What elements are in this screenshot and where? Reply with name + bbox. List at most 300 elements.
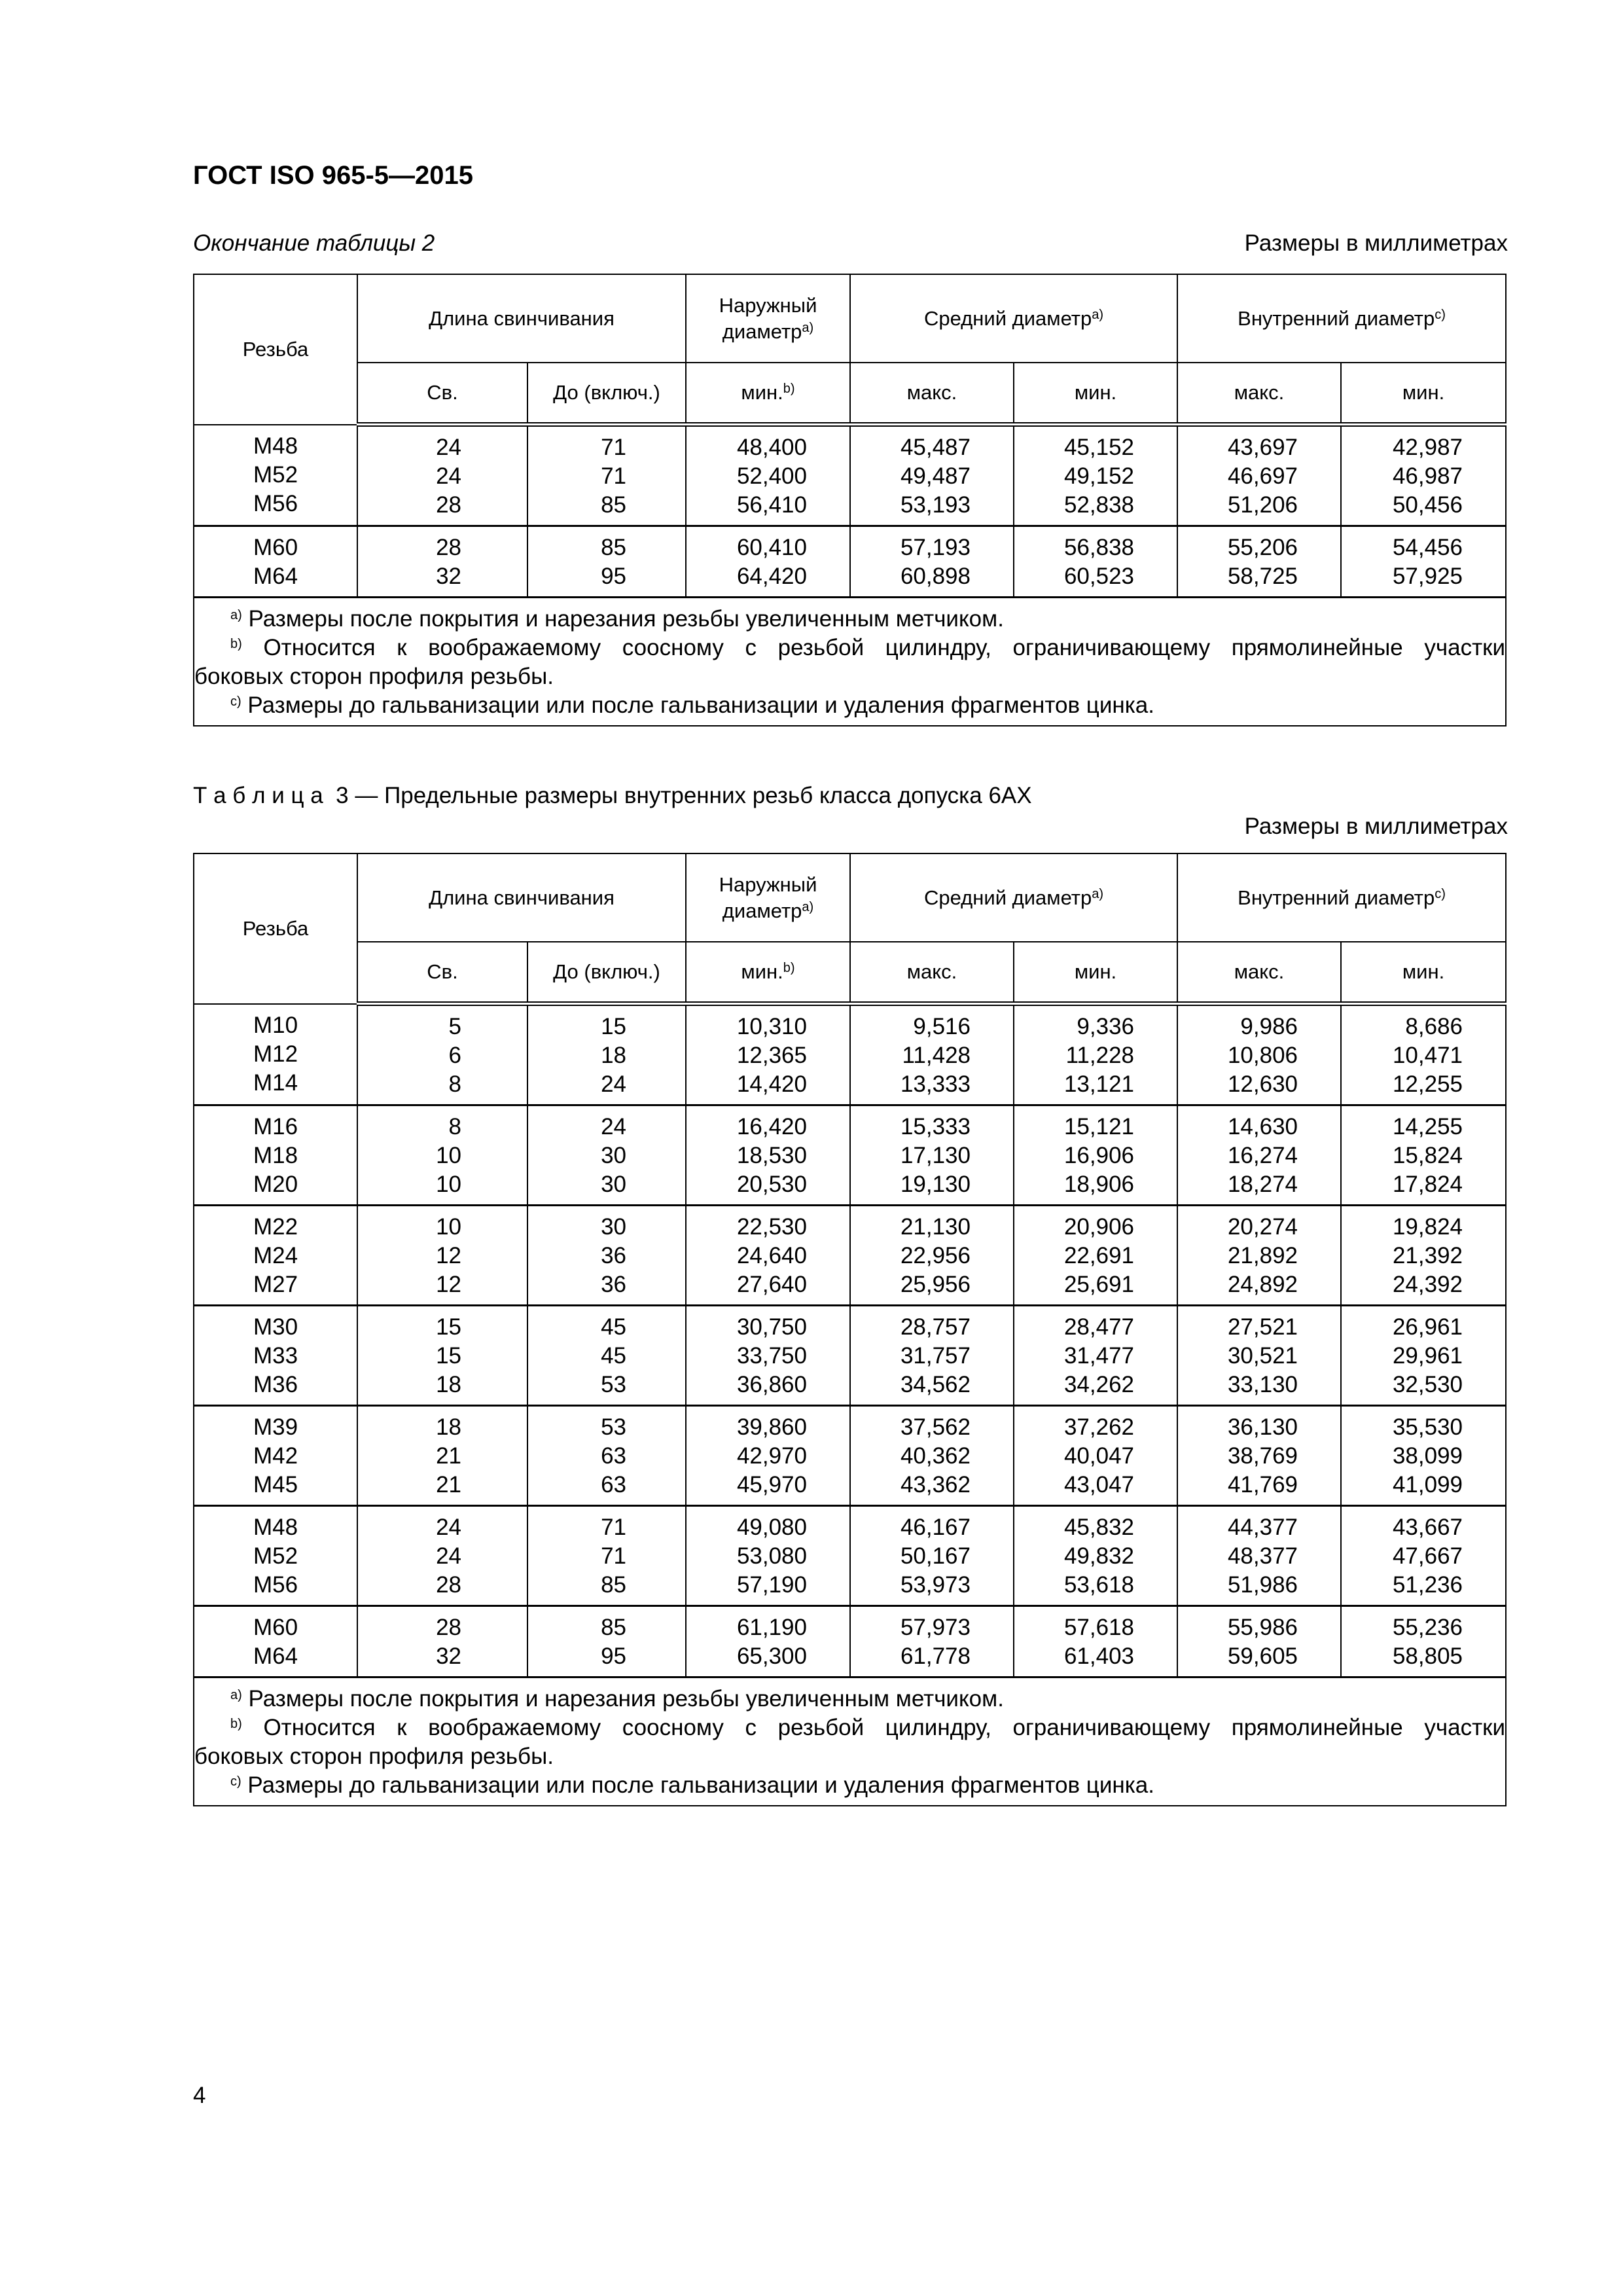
cell-value: 24	[601, 1114, 626, 1139]
cell-value: 61,190	[736, 1615, 807, 1640]
footnote-b: $^{b)}$ Относится к воображаемому соосному с резьбой цилиндру, ограничивающему прямолинейные участки	[230, 635, 1505, 660]
cell-value: 53,973	[900, 1572, 971, 1598]
cell-value: 57,973	[900, 1615, 971, 1640]
cell-pitch-min	[1014, 1306, 1177, 1406]
cell-value: 28	[436, 1615, 461, 1640]
cell-value: 30	[601, 1143, 626, 1168]
table3-body	[194, 1004, 1506, 1677]
cell-value: M27	[253, 1272, 298, 1297]
row-group	[194, 526, 1506, 598]
header-to-incl: До (включ.)	[527, 363, 686, 425]
cell-value: 13,121	[1063, 1071, 1135, 1097]
cell-value: 10	[436, 1214, 461, 1240]
cell-value: 36	[601, 1272, 626, 1297]
cell-value: 63	[601, 1472, 626, 1498]
cell-value: 27,640	[736, 1272, 807, 1297]
cell-value: 52,400	[736, 463, 807, 489]
cell-from	[357, 1506, 527, 1606]
header-minor-min: мин.	[1341, 363, 1506, 425]
cell-thread	[194, 1206, 357, 1306]
footnote-b: $^{b)}$ Относится к воображаемому соосному с резьбой цилиндру, ограничивающему прямолинейные участки	[230, 1715, 1505, 1740]
cell-minor-max	[1177, 425, 1341, 526]
cell-value: M36	[253, 1372, 298, 1397]
cell-major-min	[686, 526, 850, 598]
page-number: 4	[193, 2083, 206, 2108]
cell-thread	[194, 425, 357, 526]
cell-value: 57,190	[736, 1572, 807, 1598]
cell-value: 56,410	[736, 492, 807, 518]
cell-value: 65,300	[736, 1643, 807, 1669]
cell-pitch-min	[1014, 1206, 1177, 1306]
cell-value: 56,838	[1063, 535, 1135, 560]
cell-value: 60,523	[1063, 564, 1135, 589]
cell-from	[357, 526, 527, 598]
cell-value: 12	[436, 1243, 461, 1268]
cell-value: 34,562	[900, 1372, 971, 1397]
table2-caption: Окончание таблицы 2	[193, 230, 435, 256]
cell-to	[527, 425, 686, 526]
cell-minor-max	[1177, 1506, 1341, 1606]
cell-to	[527, 1506, 686, 1606]
cell-value: 46,987	[1392, 463, 1463, 489]
footnote-a: $^{a)}$ Размеры после покрытия и нарезания резьбы увеличенным метчиком.	[230, 1686, 1004, 1712]
cell-value: 20,906	[1063, 1214, 1135, 1240]
cell-pitch-max	[850, 1606, 1014, 1677]
cell-to	[527, 1406, 686, 1506]
cell-value: M30	[253, 1314, 298, 1340]
cell-value: 71	[601, 435, 626, 460]
cell-to	[527, 1606, 686, 1677]
cell-pitch-min	[1014, 1606, 1177, 1677]
cell-value: 42,987	[1392, 435, 1463, 460]
cell-value: 36,130	[1227, 1414, 1298, 1440]
cell-value: 15	[436, 1343, 461, 1369]
cell-value: 57,618	[1063, 1615, 1135, 1640]
cell-value: 39,860	[736, 1414, 807, 1440]
cell-pitch-max	[850, 1406, 1014, 1506]
cell-pitch-max	[850, 425, 1014, 526]
cell-value: 48,377	[1227, 1543, 1298, 1569]
cell-value: 55,986	[1227, 1615, 1298, 1640]
footnote-b-cont: боковых сторон профиля резьбы.	[194, 664, 554, 689]
cell-value: 30	[601, 1172, 626, 1197]
cell-value: M64	[253, 1643, 298, 1669]
cell-minor-max	[1177, 1105, 1341, 1206]
cell-value: 53	[601, 1414, 626, 1440]
header-engagement-length: Длина свинчивания	[357, 853, 686, 942]
cell-value: 28	[436, 1572, 461, 1598]
cell-value: 12,255	[1392, 1071, 1463, 1097]
cell-value: 24	[436, 463, 461, 489]
cell-value: M56	[253, 490, 298, 516]
cell-major-min	[686, 1105, 850, 1206]
cell-value: 59,605	[1227, 1643, 1298, 1669]
cell-value: 29,961	[1392, 1343, 1463, 1369]
header-minor-diameter: Внутренний диаметр$^{c)}$	[1177, 274, 1506, 363]
cell-minor-min	[1341, 1606, 1506, 1677]
cell-minor-min	[1341, 526, 1506, 598]
cell-value: M52	[253, 1543, 298, 1569]
cell-pitch-max	[850, 1206, 1014, 1306]
cell-minor-max	[1177, 1004, 1341, 1105]
cell-value: 18,274	[1227, 1172, 1298, 1197]
header-minor-diameter: Внутренний диаметр$^{c)}$	[1177, 853, 1506, 942]
row-group	[194, 1004, 1506, 1105]
cell-value: 51,236	[1392, 1572, 1463, 1598]
cell-value: 24,640	[736, 1243, 807, 1268]
cell-pitch-min	[1014, 1506, 1177, 1606]
cell-value: 8	[448, 1114, 461, 1139]
cell-value: 95	[601, 1643, 626, 1669]
cell-value: 21,892	[1227, 1243, 1298, 1268]
cell-value: M48	[253, 1515, 298, 1540]
cell-value: 10	[436, 1172, 461, 1197]
cell-minor-min	[1341, 1105, 1506, 1206]
cell-value: 36,860	[736, 1372, 807, 1397]
cell-value: 35,530	[1392, 1414, 1463, 1440]
cell-value: 49,152	[1063, 463, 1135, 489]
header-pitch-max: макс.	[850, 942, 1014, 1004]
cell-value: 27,521	[1227, 1314, 1298, 1340]
cell-value: 28,477	[1063, 1314, 1135, 1340]
cell-value: 63	[601, 1443, 626, 1469]
cell-value: 15,333	[900, 1114, 971, 1139]
table2-units: Размеры в миллиметрах	[1244, 230, 1508, 256]
cell-value: 8	[448, 1071, 461, 1097]
cell-value: 58,805	[1392, 1643, 1463, 1669]
cell-value: 12,630	[1227, 1071, 1298, 1097]
table3-units: Размеры в миллиметрах	[1244, 814, 1508, 839]
table3	[193, 853, 1507, 1806]
cell-value: 50,456	[1392, 492, 1463, 518]
cell-value: 26,961	[1392, 1314, 1463, 1340]
cell-value: 58,725	[1227, 564, 1298, 589]
table3-caption: Т а б л и ц а 3 — Предельные размеры внутренних резьб класса допуска 6АХ	[193, 783, 1032, 808]
cell-value: 36	[601, 1243, 626, 1268]
cell-from	[357, 1004, 527, 1105]
header-pitch-min: мин.	[1014, 942, 1177, 1004]
header-major-min: мин.$^{b)}$	[686, 942, 850, 1004]
cell-value: 45,152	[1063, 435, 1135, 460]
cell-pitch-max	[850, 526, 1014, 598]
cell-value: 38,769	[1227, 1443, 1298, 1469]
header-pitch-min: мин.	[1014, 363, 1177, 425]
cell-value: M39	[253, 1414, 298, 1440]
cell-pitch-min	[1014, 1004, 1177, 1105]
header-pitch-max: макс.	[850, 363, 1014, 425]
header-major-diameter: Наружный диаметр$^{a)}$	[686, 853, 850, 942]
row-group	[194, 1506, 1506, 1606]
cell-value: 18	[436, 1414, 461, 1440]
cell-value: 10	[436, 1143, 461, 1168]
cell-value: M14	[253, 1069, 298, 1096]
cell-value: 38,099	[1392, 1443, 1463, 1469]
cell-value: 33,130	[1227, 1372, 1298, 1397]
cell-from	[357, 425, 527, 526]
cell-thread	[194, 1004, 357, 1105]
cell-value: M42	[253, 1443, 298, 1469]
cell-thread	[194, 1506, 357, 1606]
cell-value: 20,530	[736, 1172, 807, 1197]
cell-value: 43,667	[1392, 1515, 1463, 1540]
cell-major-min	[686, 1206, 850, 1306]
cell-value: 60,898	[900, 564, 971, 589]
row-group	[194, 1606, 1506, 1677]
cell-value: 53,080	[736, 1543, 807, 1569]
cell-major-min	[686, 1406, 850, 1506]
cell-value: 20,274	[1227, 1214, 1298, 1240]
cell-value: 55,206	[1227, 535, 1298, 560]
row-group	[194, 425, 1506, 526]
cell-value: M12	[253, 1041, 298, 1067]
cell-value: 85	[601, 1615, 626, 1640]
cell-value: 10,310	[736, 1014, 807, 1039]
cell-value: 43,697	[1227, 435, 1298, 460]
cell-value: 45,832	[1063, 1515, 1135, 1540]
cell-thread	[194, 1406, 357, 1506]
cell-pitch-max	[850, 1004, 1014, 1105]
cell-value: 12	[436, 1272, 461, 1297]
header-minor-min: мин.	[1341, 942, 1506, 1004]
header-minor-max: макс.	[1177, 363, 1341, 425]
cell-value: 37,562	[900, 1414, 971, 1440]
cell-value: M20	[253, 1172, 298, 1197]
cell-major-min	[686, 1306, 850, 1406]
cell-value: 21	[436, 1443, 461, 1469]
cell-value: 31,757	[900, 1343, 971, 1369]
cell-value: M52	[253, 461, 298, 488]
cell-value: M16	[253, 1114, 298, 1139]
cell-value: 49,832	[1063, 1543, 1135, 1569]
cell-value: 61,778	[900, 1643, 971, 1669]
cell-value: 17,130	[900, 1143, 971, 1168]
cell-minor-max	[1177, 1606, 1341, 1677]
cell-value: 41,769	[1227, 1472, 1298, 1498]
row-group	[194, 1406, 1506, 1506]
cell-major-min	[686, 425, 850, 526]
cell-value: 16,906	[1063, 1143, 1135, 1168]
cell-value: 12,365	[736, 1043, 807, 1068]
cell-value: 14,630	[1227, 1114, 1298, 1139]
cell-value: M24	[253, 1243, 298, 1268]
cell-minor-min	[1341, 1004, 1506, 1105]
cell-value: 15	[436, 1314, 461, 1340]
cell-value: 8,686	[1405, 1014, 1463, 1039]
cell-value: 45,970	[736, 1472, 807, 1498]
cell-value: 85	[601, 1572, 626, 1598]
cell-value: 46,167	[900, 1515, 971, 1540]
cell-value: 9,336	[1077, 1014, 1135, 1039]
header-from: Св.	[357, 363, 527, 425]
cell-value: M33	[253, 1343, 298, 1369]
cell-value: 85	[601, 535, 626, 560]
cell-value: 51,986	[1227, 1572, 1298, 1598]
cell-from	[357, 1206, 527, 1306]
cell-value: 18	[436, 1372, 461, 1397]
cell-minor-min	[1341, 1506, 1506, 1606]
cell-value: 21,392	[1392, 1243, 1463, 1268]
cell-value: 37,262	[1063, 1414, 1135, 1440]
cell-to	[527, 1105, 686, 1206]
cell-pitch-max	[850, 1506, 1014, 1606]
table3-footnotes	[194, 1677, 1506, 1806]
cell-minor-min	[1341, 425, 1506, 526]
cell-value: 60,410	[736, 535, 807, 560]
cell-value: M60	[253, 535, 298, 560]
cell-value: 17,824	[1392, 1172, 1463, 1197]
cell-value: 34,262	[1063, 1372, 1135, 1397]
header-thread: Резьба	[194, 853, 357, 1004]
table2-body	[194, 425, 1506, 598]
cell-minor-max	[1177, 526, 1341, 598]
table2-footnotes	[194, 598, 1506, 726]
header-thread: Резьба	[194, 274, 357, 425]
cell-value: 14,420	[736, 1071, 807, 1097]
header-minor-max: макс.	[1177, 942, 1341, 1004]
cell-major-min	[686, 1606, 850, 1677]
cell-value: 71	[601, 1543, 626, 1569]
cell-pitch-max	[850, 1105, 1014, 1206]
cell-minor-min	[1341, 1406, 1506, 1506]
cell-value: 24	[436, 1543, 461, 1569]
cell-value: 42,970	[736, 1443, 807, 1469]
cell-pitch-max	[850, 1306, 1014, 1406]
footnote-a: $^{a)}$ Размеры после покрытия и нарезания резьбы увеличенным метчиком.	[230, 606, 1004, 632]
cell-major-min	[686, 1506, 850, 1606]
cell-value: 15,824	[1392, 1143, 1463, 1168]
cell-value: M10	[253, 1012, 298, 1038]
cell-value: 40,047	[1063, 1443, 1135, 1469]
cell-value: 71	[601, 463, 626, 489]
cell-value: 30,750	[736, 1314, 807, 1340]
cell-value: 28,757	[900, 1314, 971, 1340]
cell-value: 54,456	[1392, 535, 1463, 560]
cell-value: 6	[448, 1043, 461, 1068]
cell-minor-max	[1177, 1406, 1341, 1506]
cell-value: 11,228	[1065, 1043, 1135, 1068]
cell-value: 32	[436, 564, 461, 589]
cell-value: 21,130	[900, 1214, 971, 1240]
cell-value: 11,428	[902, 1043, 971, 1068]
cell-value: 85	[601, 492, 626, 518]
cell-thread	[194, 526, 357, 598]
cell-value: 22,530	[736, 1214, 807, 1240]
cell-value: 15	[601, 1014, 626, 1039]
row-group	[194, 1306, 1506, 1406]
cell-pitch-min	[1014, 1406, 1177, 1506]
cell-value: M48	[253, 433, 298, 459]
header-major-diameter: Наружный диаметр$^{a)}$	[686, 274, 850, 363]
cell-minor-min	[1341, 1206, 1506, 1306]
cell-value: 19,130	[900, 1172, 971, 1197]
cell-value: 43,362	[900, 1472, 971, 1498]
cell-value: 10,471	[1392, 1043, 1463, 1068]
cell-value: 53,618	[1063, 1572, 1135, 1598]
cell-value: 32	[436, 1643, 461, 1669]
cell-value: 16,274	[1227, 1143, 1298, 1168]
header-major-min: мин.$^{b)}$	[686, 363, 850, 425]
cell-to	[527, 1004, 686, 1105]
cell-value: M56	[253, 1572, 298, 1598]
header-engagement-length: Длина свинчивания	[357, 274, 686, 363]
cell-to	[527, 1206, 686, 1306]
cell-value: 24,892	[1227, 1272, 1298, 1297]
cell-thread	[194, 1606, 357, 1677]
cell-value: M18	[253, 1143, 298, 1168]
cell-value: 95	[601, 564, 626, 589]
cell-from	[357, 1105, 527, 1206]
cell-value: 47,667	[1392, 1543, 1463, 1569]
cell-value: 10,806	[1227, 1043, 1298, 1068]
cell-to	[527, 1306, 686, 1406]
cell-value: 45	[601, 1343, 626, 1369]
cell-value: 19,824	[1392, 1214, 1463, 1240]
cell-value: 49,487	[900, 463, 971, 489]
document-title: ГОСТ ISO 965-5—2015	[193, 161, 474, 190]
cell-value: 5	[448, 1014, 461, 1039]
cell-value: 15,121	[1063, 1114, 1135, 1139]
cell-value: 46,697	[1227, 463, 1298, 489]
cell-value: 16,420	[736, 1114, 807, 1139]
footnote-c: $^{c)}$ Размеры до гальванизации или после гальванизации и удаления фрагментов цинка.	[230, 1772, 1154, 1798]
cell-value: 30	[601, 1214, 626, 1240]
cell-from	[357, 1406, 527, 1506]
header-from: Св.	[357, 942, 527, 1004]
cell-value: 48,400	[736, 435, 807, 460]
cell-value: M22	[253, 1214, 298, 1240]
cell-thread	[194, 1105, 357, 1206]
cell-value: 64,420	[736, 564, 807, 589]
cell-value: 24	[436, 435, 461, 460]
cell-value: 14,255	[1392, 1114, 1463, 1139]
cell-to	[527, 526, 686, 598]
cell-value: 18,530	[736, 1143, 807, 1168]
cell-value: 53,193	[900, 492, 971, 518]
cell-value: 31,477	[1063, 1343, 1135, 1369]
cell-value: 24	[601, 1071, 626, 1097]
cell-value: 61,403	[1063, 1643, 1135, 1669]
row-group	[194, 1105, 1506, 1206]
cell-value: M45	[253, 1472, 298, 1498]
cell-value: 53	[601, 1372, 626, 1397]
cell-from	[357, 1306, 527, 1406]
cell-value: 45	[601, 1314, 626, 1340]
cell-value: 55,236	[1392, 1615, 1463, 1640]
cell-value: 22,956	[900, 1243, 971, 1268]
cell-value: 57,925	[1392, 564, 1463, 589]
cell-from	[357, 1606, 527, 1677]
cell-value: 71	[601, 1515, 626, 1540]
cell-minor-max	[1177, 1206, 1341, 1306]
cell-value: 32,530	[1392, 1372, 1463, 1397]
cell-value: 57,193	[900, 535, 971, 560]
cell-value: 22,691	[1063, 1243, 1135, 1268]
row-group	[194, 1206, 1506, 1306]
cell-value: 40,362	[900, 1443, 971, 1469]
cell-value: 43,047	[1063, 1472, 1135, 1498]
cell-value: M60	[253, 1615, 298, 1640]
footnote-b-cont: боковых сторон профиля резьбы.	[194, 1744, 554, 1769]
cell-value: 9,986	[1240, 1014, 1298, 1039]
cell-value: 33,750	[736, 1343, 807, 1369]
cell-value: M64	[253, 564, 298, 589]
cell-value: 25,691	[1063, 1272, 1135, 1297]
cell-pitch-min	[1014, 425, 1177, 526]
cell-thread	[194, 1306, 357, 1406]
cell-value: 52,838	[1063, 492, 1135, 518]
cell-value: 28	[436, 535, 461, 560]
cell-value: 45,487	[900, 435, 971, 460]
